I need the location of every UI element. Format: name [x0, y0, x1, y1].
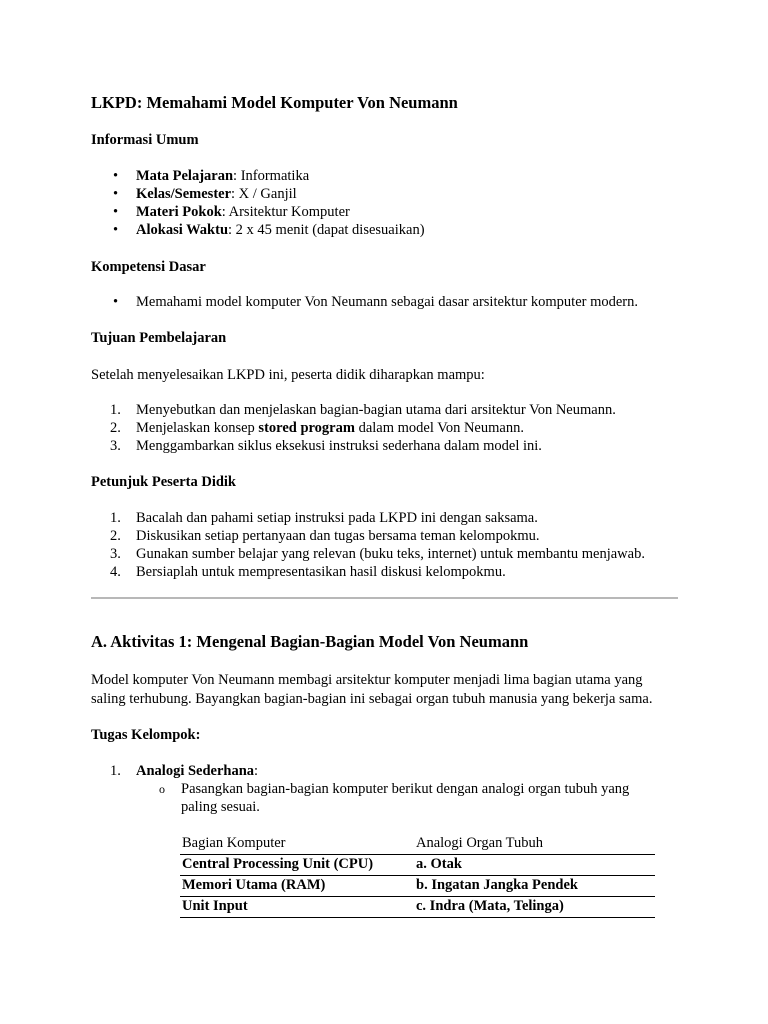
sub-item-line2: paling sesuai. — [181, 799, 260, 815]
table-cell: b. Ingatan Jangka Pendek — [414, 876, 655, 897]
table-cell: a. Otak — [414, 855, 655, 876]
analogy-table — [180, 834, 655, 918]
activity-heading: A. Aktivitas 1: Mengenal Bagian-Bagian Model Von Neumann — [91, 632, 529, 651]
table-header-cell: Analogi Organ Tubuh — [414, 834, 655, 855]
bullet-icon: • — [113, 186, 119, 202]
list-number: 1. — [110, 402, 121, 418]
table-row — [180, 855, 655, 876]
list-number: 3. — [110, 546, 121, 562]
info-value: : Arsitektur Komputer — [221, 204, 350, 220]
list-item-text: Menyebutkan dan menjelaskan bagian-bagian utama dari arsitektur Von Neumann. — [136, 402, 616, 418]
list-number: 2. — [110, 528, 121, 544]
page-title: LKPD: Memahami Model Komputer Von Neumann — [91, 93, 458, 112]
bullet-icon: • — [113, 294, 119, 310]
list-item-text: Bersiaplah untuk mempresentasikan hasil diskusi kelompokmu. — [136, 564, 506, 580]
section-heading-tujuan: Tujuan Pembelajaran — [91, 330, 227, 346]
section-heading-informasi: Informasi Umum — [91, 132, 199, 148]
tujuan-intro: Setelah menyelesaikan LKPD ini, peserta didik diharapkan mampu: — [91, 367, 485, 383]
list-item-text: Gunakan sumber belajar yang relevan (buku teks, internet) untuk membantu menjawab. — [136, 546, 645, 562]
list-number: 3. — [110, 438, 121, 454]
section-heading-kompetensi: Kompetensi Dasar — [91, 259, 206, 275]
table-cell: Central Processing Unit (CPU) — [180, 855, 414, 876]
list-number: 1. — [110, 510, 121, 526]
info-value: : 2 x 45 menit (dapat disesuaikan) — [228, 222, 425, 238]
table-header-cell: Bagian Komputer — [180, 834, 414, 855]
info-label: Mata Pelajaran — [136, 168, 234, 184]
table-header-row — [180, 834, 655, 855]
list-number: 4. — [110, 564, 121, 580]
bullet-icon: • — [113, 168, 119, 184]
list-item-text: Diskusikan setiap pertanyaan dan tugas bersama teman kelompokmu. — [136, 528, 540, 544]
tugas-heading: Tugas Kelompok: — [91, 727, 201, 743]
kompetensi-text: Memahami model komputer Von Neumann sebagai dasar arsitektur komputer modern. — [136, 294, 639, 310]
list-item-text: Bacalah dan pahami setiap instruksi pada LKPD ini dengan saksama. — [136, 510, 538, 526]
info-label: Materi Pokok — [136, 204, 222, 220]
task-label: Analogi Sederhana — [136, 763, 255, 779]
list-number: 1. — [110, 763, 121, 779]
table-row — [180, 876, 655, 897]
table-cell: Memori Utama (RAM) — [180, 876, 414, 897]
task-label-suffix: : — [254, 763, 259, 779]
table-cell: c. Indra (Mata, Telinga) — [414, 897, 655, 918]
info-label: Kelas/Semester — [136, 186, 232, 202]
sub-item-line1: Pasangkan bagian-bagian komputer berikut dengan analogi organ tubuh yang — [181, 781, 630, 797]
table-cell: Unit Input — [180, 897, 414, 918]
list-item-text: Menggambarkan siklus eksekusi instruksi sederhana dalam model ini. — [136, 438, 542, 454]
section-divider — [91, 597, 678, 599]
info-label: Alokasi Waktu — [136, 222, 229, 238]
emphasis-text: stored program — [258, 420, 355, 436]
bullet-icon: • — [113, 222, 119, 238]
list-number: 2. — [110, 420, 121, 436]
list-item-text: dalam model Von Neumann. — [354, 420, 524, 436]
table-row — [180, 897, 655, 918]
section-heading-petunjuk: Petunjuk Peserta Didik — [91, 474, 236, 490]
list-item-text: Menjelaskan konsep — [136, 420, 259, 436]
activity-paragraph-line1: Model komputer Von Neumann membagi arsitektur komputer menjadi lima bagian utama yang — [91, 672, 643, 688]
activity-paragraph-line2: saling terhubung. Bayangkan bagian-bagian ini sebagai organ tubuh manusia yang bekerja sama. — [91, 691, 653, 707]
info-value: : Informatika — [233, 168, 310, 184]
info-value: : X / Ganjil — [231, 186, 297, 202]
bullet-icon: • — [113, 204, 119, 220]
circle-bullet-icon: o — [159, 782, 165, 796]
